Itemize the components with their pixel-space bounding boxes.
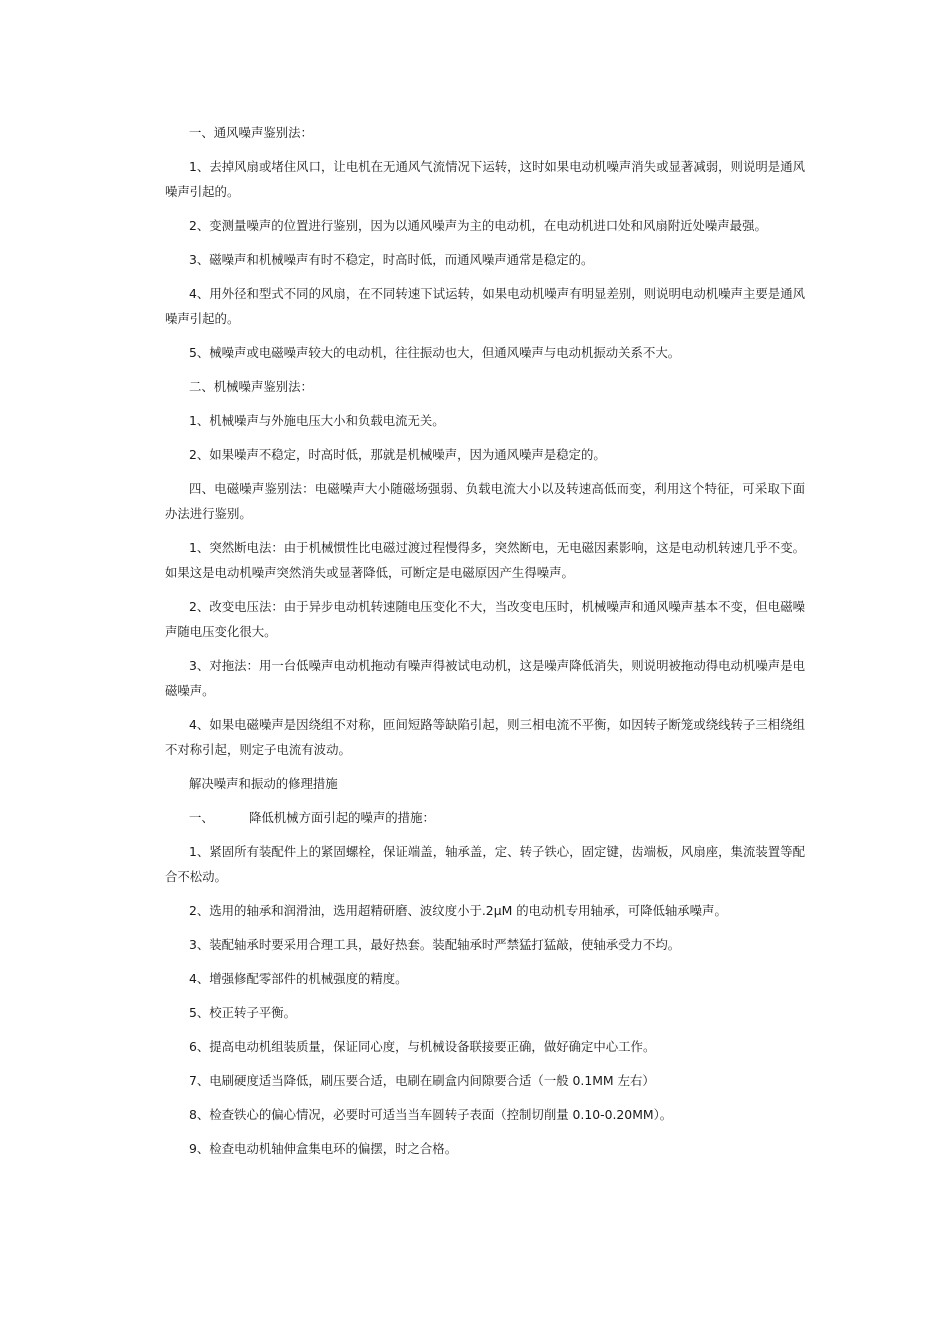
paragraph: 3、对拖法：用一台低噪声电动机拖动有噪声得被试电动机，这是噪声降低消失，则说明被拖动得电动机噪声是电磁噪声。	[165, 658, 805, 698]
paragraph: 1、突然断电法：由于机械惯性比电磁过渡过程慢得多，突然断电，无电磁因素影响，这是电动机转速几乎不变。如果这是电动机噪声突然消失或显著降低，可断定是电磁原因产生得噪声。	[165, 540, 805, 580]
list-item: 3、装配轴承时要采用合理工具，最好热套。装配轴承时严禁猛打猛敲，使轴承受力不均。	[189, 937, 681, 952]
list-item: 6、提高电动机组装质量，保证同心度，与机械设备联接要正确，做好确定中心工作。	[189, 1039, 656, 1054]
paragraph: 5、械噪声或电磁噪声较大的电动机，往往振动也大，但通风噪声与电动机振动关系不大。	[189, 345, 681, 360]
list-item: 7、电刷硬度适当降低，刷压要合适，电刷在刷盒内间隙要合适（一般 0.1MM 左右）	[189, 1073, 655, 1088]
section-heading-repair-measures: 解决噪声和振动的修理措施	[189, 776, 338, 791]
subsection-number: 一、	[189, 810, 214, 825]
document-body	[165, 120, 805, 1170]
list-item: 1、紧固所有装配件上的紧固螺栓，保证端盖，轴承盖，定、转子铁心，固定键，齿端板，风扇座，集流装置等配合不松动。	[165, 844, 805, 884]
paragraph: 1、机械噪声与外施电压大小和负载电流无关。	[189, 413, 445, 428]
list-item: 2、选用的轴承和润滑油，选用超精研磨、波纹度小于.2μM 的电动机专用轴承，可降低轴承噪声。	[189, 903, 727, 918]
paragraph: 4、用外径和型式不同的风扇，在不同转速下试运转，如果电动机噪声有明显差别，则说明电动机噪声主要是通风噪声引起的。	[165, 286, 805, 326]
paragraph: 4、如果电磁噪声是因绕组不对称，匝间短路等缺陷引起，则三相电流不平衡，如因转子断笼或绕线转子三相绕组不对称引起，则定子电流有波动。	[165, 717, 805, 757]
subsection-heading-mechanical-noise	[165, 805, 805, 830]
paragraph: 2、变测量噪声的位置进行鉴别，因为以通风噪声为主的电动机，在电动机进口处和风扇附近处噪声最强。	[189, 218, 767, 233]
list-item: 8、检查铁心的偏心情况，必要时可适当当车圆转子表面（控制切削量 0.10-0.20MM）。	[189, 1107, 673, 1122]
paragraph: 2、改变电压法：由于异步电动机转速随电压变化不大，当改变电压时，机械噪声和通风噪声基本不变，但电磁噪声随电压变化很大。	[165, 599, 805, 639]
paragraph: 3、磁噪声和机械噪声有时不稳定，时高时低，而通风噪声通常是稳定的。	[189, 252, 594, 267]
list-item: 4、增强修配零部件的机械强度的精度。	[189, 971, 408, 986]
section-heading-ventilation: 一、通风噪声鉴别法：	[189, 125, 313, 140]
section-heading-mechanical: 二、机械噪声鉴别法：	[189, 379, 313, 394]
paragraph: 1、去掉风扇或堵住风口，让电机在无通风气流情况下运转，这时如果电动机噪声消失或显著减弱，则说明是通风噪声引起的。	[165, 159, 805, 199]
list-item: 9、检查电动机轴伸盒集电环的偏摆，时之合格。	[189, 1141, 458, 1156]
section-heading-electromagnetic: 四、电磁噪声鉴别法：电磁噪声大小随磁场强弱、负载电流大小以及转速高低而变，利用这个特征，可采取下面办法进行鉴别。	[165, 481, 805, 521]
subsection-title: 降低机械方面引起的噪声的措施：	[249, 810, 435, 825]
paragraph: 2、如果噪声不稳定，时高时低，那就是机械噪声，因为通风噪声是稳定的。	[189, 447, 606, 462]
list-item: 5、校正转子平衡。	[189, 1005, 297, 1020]
